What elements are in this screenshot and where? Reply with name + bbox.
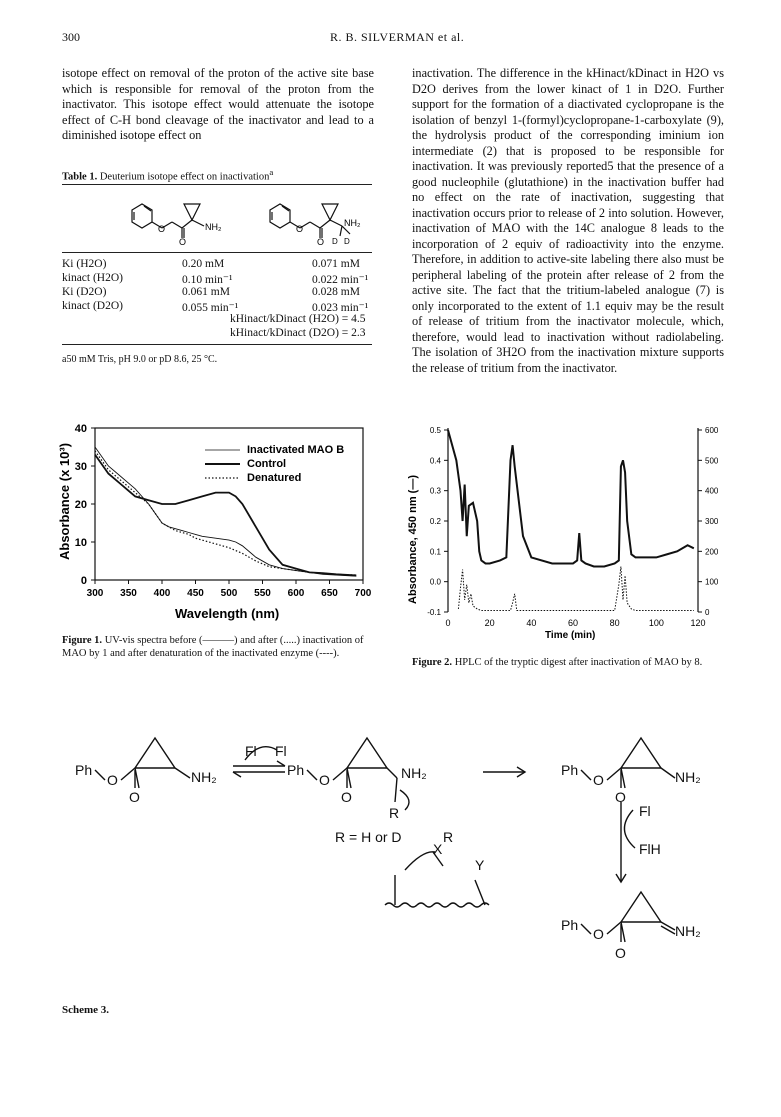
fig1-legend [205,444,344,484]
x-group: X [433,841,443,857]
legend-control: Control [247,458,287,470]
y-tick-label: 0.3 [429,486,441,496]
page-number: 300 [62,30,80,44]
x-tick-label: 40 [526,618,537,628]
y-right-tick-label: 300 [705,517,719,526]
legend-denatured: Denatured [247,472,302,484]
right-column-text [412,66,724,376]
table-row-label: kinact (H2O) [62,272,123,284]
table-cell: 0.10 min⁻¹ [182,274,233,286]
figure1-chart [55,420,375,630]
absorbance-trace [448,430,694,567]
left-column-text [62,66,374,144]
table-row-label: Ki (D2O) [62,286,107,298]
fig1-caption-text: UV-vis spectra before (———) and after (.....) inactivation of MAO by 1 and after denaturation of the inactivated enzyme (----). [62,635,364,659]
y-right-tick-label: 100 [705,577,719,587]
ph-4: Ph [561,917,579,933]
table-cell: 0.028 mM [312,286,360,298]
table1-structures [120,190,390,245]
series-line-2 [95,455,356,576]
radioactivity-trace [458,567,693,611]
table-cell: 0.071 mM [312,258,360,270]
x-tick-label: 650 [321,588,338,599]
struct2-d2: D [344,237,350,245]
fig1-y-axis [75,423,95,587]
y-right-tick-label: 200 [705,547,719,557]
r-substituent: R [389,805,400,821]
fig1-caption-label: Figure 1. [62,635,103,646]
o-carbonyl-3: O [615,789,626,805]
y-tick-label: 30 [74,461,87,473]
table1-caption-mark: a [269,167,274,177]
struct2-nh2: NH₂ [344,218,361,228]
series-line-1 [95,447,356,576]
struct2-o-carbonyl: O [317,237,325,245]
fl-radical-1: Fl [275,743,287,759]
table-row-label: kinact (D2O) [62,300,123,312]
nh2-3: NH₂ [675,769,701,785]
fig2-xlabel: Time (min) [545,630,596,640]
y-tick-label: 40 [74,423,87,435]
x-tick-label: 120 [690,618,706,628]
table-mid-rule [62,252,372,253]
o-ester-2: O [319,772,330,788]
scheme3-diagram [55,730,745,980]
table-top-rule [62,184,372,185]
o-carbonyl-4: O [615,945,626,961]
y-tick-label: 20 [74,499,87,511]
y-right-tick-label: 0 [705,608,710,617]
r-transfer: R [443,829,454,845]
y-right-tick-label: 500 [705,456,719,466]
o-carbonyl-2: O [341,789,352,805]
base-arrow [405,852,435,870]
ph-1: Ph [75,762,93,778]
y-tick-label: 0.2 [429,517,441,526]
protein-backbone [385,903,489,907]
table1-caption-label: Table 1. [62,171,98,183]
y-right-tick-label: 400 [705,486,719,496]
scheme3-label: Scheme 3. [62,1004,110,1016]
fig2-x-axis [445,618,705,628]
o-ester-3: O [593,772,604,788]
table1-footnote: a50 mM Tris, pH 9.0 or pD 8.6, 25 °C. [62,354,218,365]
figure1-caption [62,634,374,660]
figure2-caption [412,656,742,669]
struct2-d1: D [332,237,338,245]
y-group: Y [475,857,485,873]
fig1-x-axis [87,580,372,599]
y-tick-label: 0.5 [429,426,441,435]
ratio-d2o: kHinact/kDinact (D2O) = 2.3 [230,327,366,339]
table-cell: 0.023 min⁻¹ [312,302,369,314]
cyclopropane-3 [621,738,661,768]
fig2-y-axis [427,426,448,617]
struct1-o-ester: O [158,224,166,234]
series-line-3 [95,451,356,575]
figure2-chart [400,418,740,640]
ratio-h2o: kHinact/kDinact (H2O) = 4.5 [230,313,366,325]
x-tick-label: 300 [86,588,104,599]
table-cell: 0.061 mM [182,286,230,298]
legend-inactivated: Inactivated MAO B [247,444,345,456]
x-tick-label: 400 [153,588,171,599]
table-cell: 0.055 min⁻¹ [182,302,239,314]
y-tick-label: 0.1 [429,547,441,557]
fl-1: Fl [245,743,257,759]
o-ester-4: O [593,926,604,942]
struct2-o-ester: O [296,224,304,234]
x-tick-label: 700 [354,588,372,599]
left-paragraph: isotope effect on removal of the proton of the active site base which is responsible for removal of the proton from the inactivator. This isotope effect would attenuate the isotope effect of C-H bond cleavage of the inactivator and lead to a diminished isotope effect on [62,66,374,142]
nh2-1: NH₂ [191,769,217,785]
structure-1 [132,204,204,238]
structure-2 [270,204,350,238]
o-ester-1: O [107,772,118,788]
x-tick-label: 20 [484,618,495,628]
x-tick-label: 80 [609,618,620,628]
table1-caption [62,167,374,183]
fig1-xlabel: Wavelength (nm) [175,606,280,621]
y-right-tick-label: 600 [705,426,719,435]
fig2-caption-text: HPLC of the tryptic digest after inactivation of MAO by 8. [454,657,703,668]
ph-2: Ph [287,762,305,778]
flavin-reduction-arrow [624,810,635,848]
x-tick-label: 100 [648,618,664,628]
nh2-2: NH₂ [401,765,427,781]
fl-radical-2: Fl [639,803,651,819]
y-tick-label: -0.1 [427,608,441,617]
table-bottom-rule [62,344,372,345]
y-tick-label: 0.4 [429,456,441,466]
r-definition: R = H or D [335,829,402,845]
table-cell: 0.022 min⁻¹ [312,274,369,286]
ph-3: Ph [561,762,579,778]
nh2-4: NH₂ [675,923,701,939]
table-cell: 0.20 mM [182,258,225,270]
y-tick-label: 0.0 [429,577,441,587]
o-carbonyl-1: O [129,789,140,805]
fig1-ylabel: Absorbance (x 10³) [57,442,72,560]
flh: FlH [639,841,661,857]
struct1-nh2: NH₂ [205,222,222,232]
fig2-ylabel: Absorbance, 450 nm (—) [407,475,419,604]
fig2-caption-label: Figure 2. [412,657,453,668]
fig2-series [448,430,694,610]
cyclopropane-2 [347,738,387,768]
table-row-label: Ki (H2O) [62,258,107,270]
x-tick-label: 600 [287,588,305,599]
table1-caption-text: Deuterium isotope effect on inactivation [99,171,270,183]
x-tick-label: 350 [120,588,137,599]
cyclopropane-4 [621,892,661,922]
fig1-series [95,447,356,576]
running-title: R. B. SILVERMAN et al. [330,30,465,44]
x-tick-label: 550 [254,588,271,599]
x-tick-label: 450 [187,588,204,599]
right-paragraph: inactivation. The difference in the kHinact/kDinact in H2O vs D2O derives from the lower kinact of 1 in D2O. Further support for the formation of a diactivated cyclopropane is the isolation of benzyl 1-(formyl)cyclopropane-1-carboxylate (9), the hydrolysis product of the corresponding iminium ion intermediate (2) that is proposed to be responsible for inactivation. It was previously reported5 that the presence of a good nucleophile (glutathione) in the inactivation buffer had no effect on the rate of inactivation, suggesting that inactivation occurs prior to release of 2 into solution. However, inactivation of MAO with the 14C analogue 8 leads to the incorporation of 2 equiv of radioactivity into the enzyme. Therefore, in addition to active-site labeling there also must be peripheral labeling of the protein after release of 2 from the active site. The fact that the tritium-labeled analogue (7) is only incorporated to the extent of 1.1 equiv may be the result of release of tritium from the inactivator molecule, which, therefore, would lead to inactivation without radiolabeling. The isolation of 3H2O from the inactivation mixture supports the release of tritium from the inactivator. [412,66,724,375]
struct1-o-carbonyl: O [179,237,187,245]
cyclopropane-1 [135,738,175,768]
proton-abstraction-arrow [400,790,409,810]
x-tick-label: 60 [567,618,579,628]
y-tick-label: 10 [74,537,87,549]
y-tick-label: 0 [80,575,87,587]
x-tick-label: 500 [220,588,238,599]
fig2-y-axis-right [698,426,719,617]
x-tick-label: 0 [445,618,451,628]
